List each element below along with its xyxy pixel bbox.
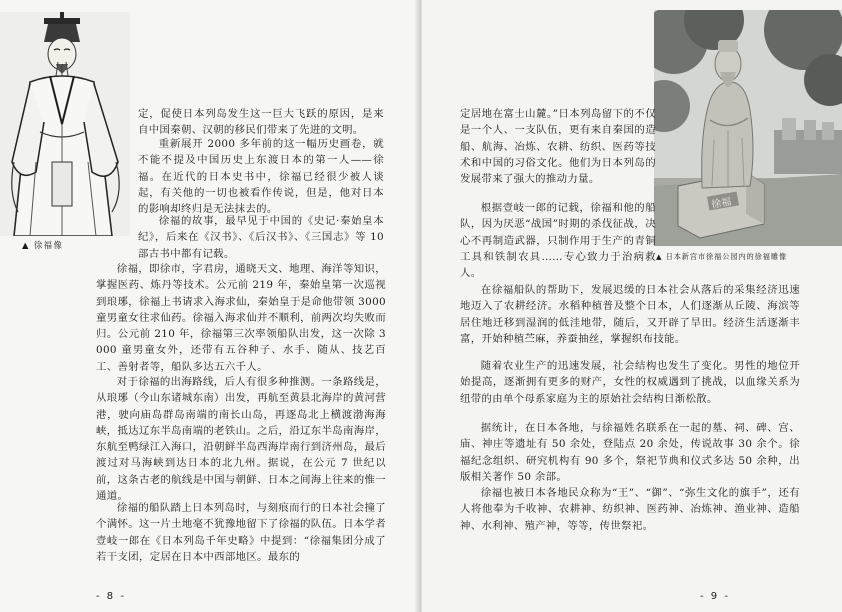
right-paragraph-5: 据统计，在日本各地，与徐福姓名联系在一起的墓、祠、碑、宫、庙、神庄等遗址有 50 余处，登陆点 20 余处，传说故事 30 余个。徐福纪念组织、研究机构有 90 多个，祭祀节典和仪式多达 50 余种，出版相关著作 50 余部。 xyxy=(460,422,800,483)
right-page xyxy=(422,0,842,612)
right-paragraph-1: 定居地在富士山麓。”日本列岛留下的不仅是一个人、一支队伍，更有来自秦国的造船、航海、冶炼、农耕、纺织、医药等技术和中国的习俗文化。他们为日本列岛的发展带来了强大的推动力量。 xyxy=(460,108,656,186)
left-paragraph-5: 对于徐福的出海路线，后人有很多种推测。一条路线是，从琅琊（今山东诸城东南）出发，再航至黄县北海岸的黄河营港，驶向庙岛群岛南端的南长山岛，再逐岛北上横渡渤海海峡，抵达辽东半岛南端的老铁山。之后，沿辽东半岛南海岸，东航至鸭绿江入海口，沿朝鲜半岛西海岸南行到济州岛，最后渡过对马海峡到达日本的北九州。据说，在公元 7 世纪以前，这条古老的航线是中国与朝鲜、日本之间海上往来的惟一通道。 xyxy=(96,376,386,503)
statue-photo xyxy=(654,10,842,246)
statue-photo-drawing xyxy=(654,10,842,246)
left-paragraph-3: 徐福的故事，最早见于中国的《史记·秦始皇本纪》，后来在《汉书》、《后汉书》、《三国志》等 10 部古书中都有记载。 xyxy=(138,215,384,260)
left-paragraph-1: 定，促使日本列岛发生这一巨大飞跃的原因，是来自中国秦朝、汉朝的移民们带来了先进的文明。 xyxy=(138,108,384,137)
left-page xyxy=(0,0,418,612)
right-paragraph-6: 徐福也被日本各地民众称为“王”、“御”、“弥生文化的旗手”，还有人将他奉为千收神、农耕神、纺织神、医药神、冶炼神、渔业神、造船神、水利神、殖产神，等等，传世祭祀。 xyxy=(460,487,800,532)
xu-fu-portrait-image xyxy=(0,12,130,236)
portrait-caption: ▲ 徐福像 xyxy=(22,240,64,250)
pedestal-inscription: 徐福 xyxy=(710,196,733,211)
right-paragraph-4: 随着农业生产的迅速发展，社会结构也发生了变化。男性的地位开始提高，逐渐拥有更多的财产，女性的权威遇到了挑战，以血缘关系为纽带的由单个母系家庭为主的原始社会结构日渐松散。 xyxy=(460,360,800,405)
statue-photo-caption: ▲ 日本新宫市徐福公园内的徐福雕像 xyxy=(656,252,787,261)
portrait-drawing xyxy=(0,12,130,236)
page-number-left: - 8 - xyxy=(96,591,126,602)
right-paragraph-3: 在徐福船队的帮助下，发展迟缓的日本社会从落后的采集经济迅速地迈入了农耕经济。水稻种植普及整个日本，人们逐渐从丘陵、海滨等居住地迁移到湿润的低洼地带，随后，又开辟了旱田。经济生活逐渐丰富，开始种植苎麻，养蚕抽丝，掌握织布技能。 xyxy=(460,284,800,345)
left-paragraph-2: 重新展开 2000 多年前的这一幅历史画卷，就不能不提及中国历史上东渡日本的第一人——徐福。在近代的日本史书中，徐福已经很少被人谈起，有关他的一切也被看作传说，但是，他对日本的影响却终归是无法抹去的。 xyxy=(138,138,384,216)
page-number-right: - 9 - xyxy=(700,591,730,602)
right-paragraph-2: 根据壹岐一郎的记载，徐福和他的船队，因为厌恶“战国”时期的杀伐征战，决心不再制造武器，只制作用于生产的青铜工具和铁制农具……专心致力于治病救人。 xyxy=(460,202,656,280)
left-paragraph-6: 徐福的船队踏上日本列岛时，与刻痕而行的日本社会撞了个满怀。这一片土地毫不犹豫地留下了徐福的队伍。日本学者壹岐一郎在《日本列岛千年史略》中提到：“徐福集团分成了若干支团，定居在日本中西部地区。最东的 xyxy=(96,502,386,563)
left-paragraph-4: 徐福，即徐市，字君房，通晓天文、地理、海洋等知识，掌握医药、炼丹等技术。公元前 219 年，秦始皇第一次巡视到琅琊，徐福上书请求入海求仙，秦始皇于是命他带领 3000 童男童女往求仙药。徐福入海求仙并不顺利，前两次均失败而归。公元前 210 年，徐福第三次率领船队出发，这一次除 3000 童男童女外，还带有五谷种子、水手、随从、技艺百工、善射者等，船队多达五六千人。 xyxy=(96,263,386,373)
